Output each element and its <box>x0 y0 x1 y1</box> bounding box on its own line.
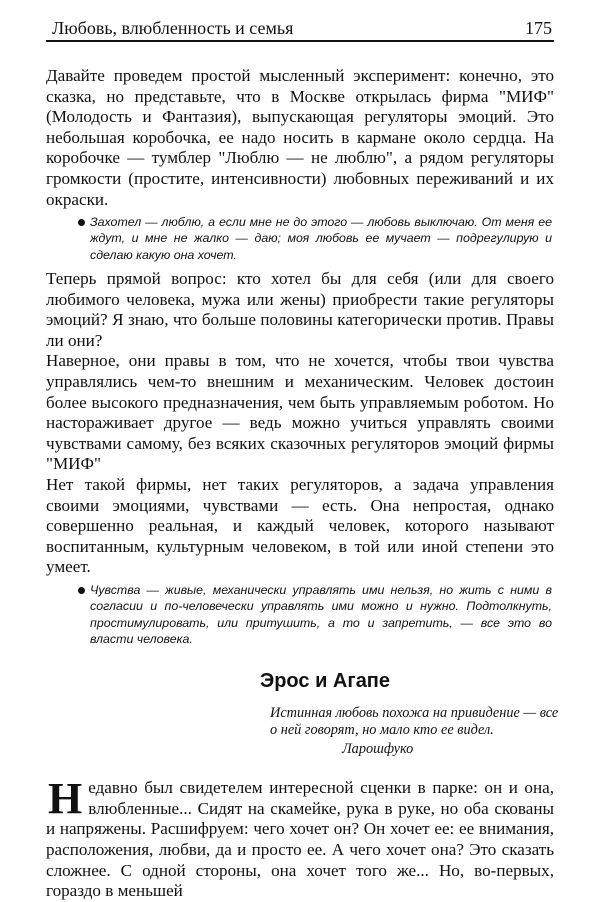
paragraph-2: Теперь прямой вопрос: кто хотел бы для себя (или для своего любимого человека, мужа или жены) приобрести такие регуляторы эмоций? Я знаю, что больше половины категорически против. Правы ли они? <box>46 269 554 350</box>
bullet-icon <box>78 219 85 226</box>
epigraph <box>270 705 560 758</box>
section-intro <box>46 774 554 902</box>
note-2 <box>46 582 554 647</box>
note-2-text: Чувства — живые, механически управлять ими нельзя, но жить с ними в согласии и по-человечески управлять ими можно и нужно. Подтолкнуть, простимулировать, или притушить, а то и запретить, — все это во власти человека. <box>90 582 552 646</box>
note-1 <box>46 214 554 263</box>
epigraph-author: Ларошфуко <box>342 741 414 758</box>
page-number: 175 <box>525 18 552 38</box>
section-intro-text: едавно был свидетелем интересной сценки в парке: он и она, влюбленные... Сидят на скамейке, рука в руке, но оба скованы и напряжены. Расшифруем: чего хочет он? Он хочет ее: ее внимания, расположения, любви, да и просто ее. А чего хочет она? Это сказать сложнее. С одной стороны, она хочет того же... Но, во-первых, гораздо в меньшей <box>46 778 554 901</box>
paragraph-4: Нет такой фирмы, нет таких регуляторов, а задача управления своими эмоциями, чувствами — есть. Она непростая, однако совершенно реальная, и каждый человек, которого называют воспитанным, культурным человеком, в той или иной степени это умеет. <box>46 474 554 577</box>
section-heading: Эрос и Агапе <box>259 670 391 693</box>
epigraph-text: Истинная любовь похожа на привидение — все о ней говорят, но мало кто ее видел. <box>270 705 559 739</box>
bullet-icon <box>78 587 85 594</box>
page-header <box>46 14 554 42</box>
page-body <box>46 66 559 902</box>
running-title: Любовь, влюбленность и семья <box>52 18 294 38</box>
note-1-text: Захотел — люблю, а если мне не до этого — любовь выключаю. От меня ее ждут, и мне не жалко — даю; моя любовь ее мучает — подрегулирую и сделаю какую она хочет. <box>90 215 552 262</box>
paragraph-3: Наверное, они правы в том, что не хочется, чтобы твои чувства управлялись чем-то внешним и механическим. Человек достоин более высокого предназначения, чем быть управляемым роботом. Но настораживает другое — ведь можно учиться управлять своими чувствами самому, без всяких сказочных регуляторов эмоций фирмы "МИФ" <box>46 351 554 474</box>
paragraph-1: Давайте проведем простой мысленный эксперимент: конечно, это сказка, но представьте, что в Москве открылась фирма "МИФ" (Молодость и Фантазия), выпускающая регуляторы эмоций. Это небольшая коробочка, ее надо носить в кармане около сердца. На коробочке — тумблер "Люблю — не люблю", а рядом регуляторы громкости (простите, интенсивности) любовных переживаний и их окраски. <box>46 66 554 209</box>
drop-cap: Н <box>48 774 83 824</box>
